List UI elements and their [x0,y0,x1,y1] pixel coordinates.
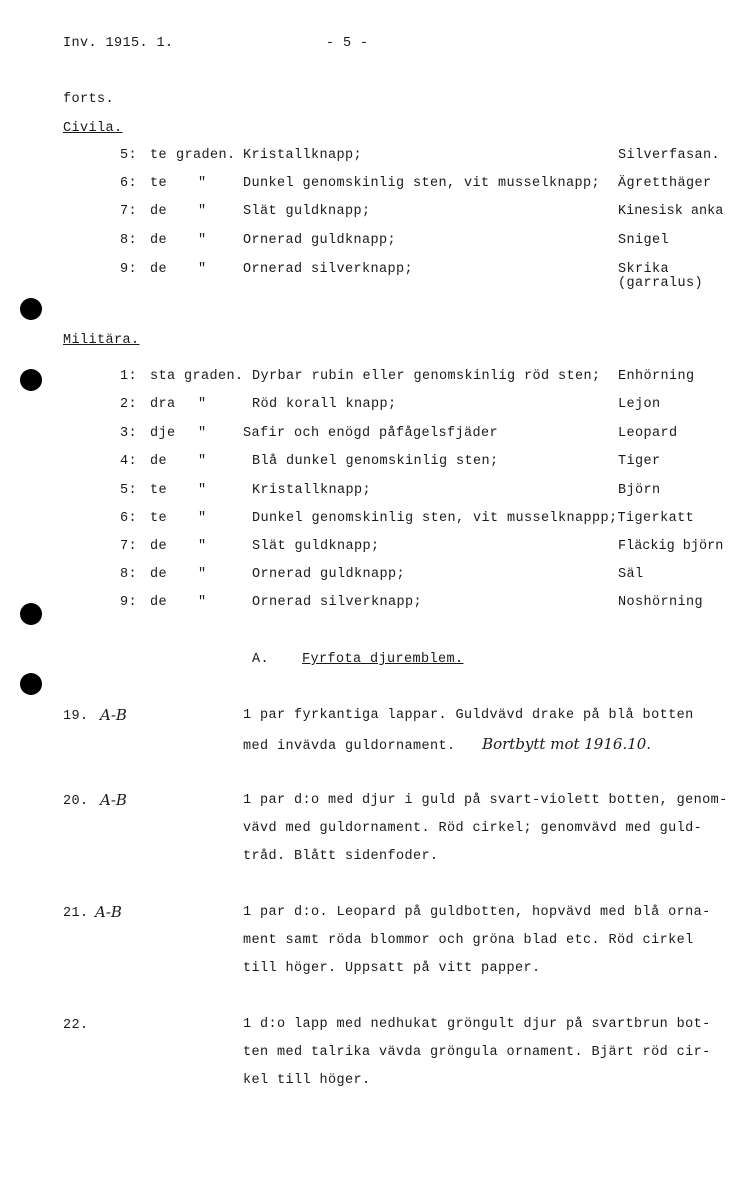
rank-description: Safir och enögd påfågelsfjäder [243,426,499,441]
rank-suffix: te [150,483,168,498]
rank-description: Blå dunkel genomskinlig sten; [252,454,499,469]
entry-line: 1 par fyrkantiga lappar. Guldvävd drake på blå botten [243,708,694,723]
rank-description: Röd korall knapp; [252,397,397,412]
punch-hole [20,298,42,320]
entry-number: 19. [63,709,89,724]
rank-animal: Snigel [618,233,670,248]
rank-description: Slät guldknapp; [252,539,380,554]
entry-line: ten med talrika vävda gröngula ornament. Bjärt röd cir- [243,1045,711,1060]
rank-mark: " [198,204,207,219]
rank-mark: " [198,426,207,441]
rank-mark: graden. [184,369,244,384]
entry-line: 1 par d:o med djur i guld på svart-violett botten, genom- [243,793,728,808]
forts-label: forts. [63,92,115,107]
rank-animal: Noshörning [618,595,704,610]
table-row [0,426,731,446]
rank-animal: Fläckig björn [618,539,724,554]
table-row [0,233,731,253]
table-row [0,369,731,389]
entry-number: 20. [63,794,89,809]
rank-suffix: te [150,148,168,163]
rank-number: 7: [120,539,138,554]
rank-animal: Björn [618,483,661,498]
table-row [0,483,731,503]
rank-description: Kristallknapp; [252,483,372,498]
table-row [0,539,731,559]
rank-mark: " [198,483,207,498]
rank-suffix: te [150,511,168,526]
rank-mark: " [198,567,207,582]
rank-suffix: de [150,454,168,469]
rank-number: 8: [120,233,138,248]
rank-suffix: te [150,176,168,191]
rank-mark: " [198,397,207,412]
rank-number: 3: [120,426,138,441]
rank-animal: Silverfasan. [618,148,721,163]
entry-number: 22. [63,1018,89,1033]
militara-heading: Militära. [63,333,140,348]
handwritten-note: Bortbytt mot 1916.10. [482,735,652,753]
table-row [0,148,731,168]
entry-line: till höger. Uppsatt på vitt papper. [243,961,541,976]
table-row [0,176,731,196]
entry-line: ment samt röda blommor och gröna blad etc. Röd cirkel [243,933,694,948]
rank-animal: Kinesisk anka [618,204,724,219]
table-row [0,454,731,474]
rank-suffix: de [150,539,168,554]
table-row [0,595,731,615]
section-letter: A. [252,652,270,667]
rank-animal: Enhörning [618,369,695,384]
rank-mark: graden. [176,148,236,163]
rank-mark: " [198,262,207,277]
rank-number: 9: [120,595,138,610]
entry-line: 1 par d:o. Leopard på guldbotten, hopvävd med blå orna- [243,905,711,920]
rank-number: 5: [120,483,138,498]
rank-mark: " [198,233,207,248]
rank-description: Kristallknapp; [243,148,363,163]
entry-line: tråd. Blått sidenfoder. [243,849,439,864]
rank-description: Ornerad silverknapp; [252,595,423,610]
rank-number: 7: [120,204,138,219]
rank-number: 5: [120,148,138,163]
rank-suffix: dje [150,426,176,441]
page-number: - 5 - [326,36,369,51]
rank-suffix: de [150,567,168,582]
rank-number: 1: [120,369,138,384]
entry-number: 21. [63,906,89,921]
rank-description: Ornerad guldknapp; [252,567,406,582]
table-row [0,204,731,224]
rank-description: Dunkel genomskinlig sten, vit musselknappp;Tigerkatt [252,511,695,526]
entry-handwritten-code: A-B [100,706,127,724]
rank-animal: Skrika [618,262,670,277]
rank-animal: Leopard [618,426,678,441]
rank-mark: " [198,539,207,554]
rank-number: 2: [120,397,138,412]
rank-mark: " [198,595,207,610]
table-row [0,567,731,587]
rank-mark: " [198,511,207,526]
rank-animal: Ägretthäger [618,176,712,191]
rank-description: Dyrbar rubin eller genomskinlig röd sten; [252,369,601,384]
rank-animal: Tiger [618,454,661,469]
rank-suffix: de [150,204,168,219]
rank-suffix: sta [150,369,176,384]
rank-description: Ornerad silverknapp; [243,262,414,277]
inventory-header: Inv. 1915. 1. [63,36,174,51]
entry-handwritten-code: A-B [100,791,127,809]
rank-number: 6: [120,511,138,526]
entry-line: kel till höger. [243,1073,371,1088]
table-row [0,262,731,298]
rank-description: Ornerad guldknapp; [243,233,397,248]
rank-animal: Säl [618,567,644,582]
section-title: Fyrfota djuremblem. [302,652,464,667]
entry-line: vävd med guldornament. Röd cirkel; genomvävd med guld- [243,821,703,836]
table-row [0,511,731,531]
rank-number: 9: [120,262,138,277]
punch-hole [20,673,42,695]
entry-handwritten-code: A-B [95,903,122,921]
rank-suffix: de [150,233,168,248]
table-row [0,397,731,417]
civila-heading: Civila. [63,121,123,136]
rank-animal: Lejon [618,397,661,412]
rank-number: 8: [120,567,138,582]
rank-suffix: dra [150,397,176,412]
rank-animal-latin: (garralus) [618,276,704,291]
rank-number: 4: [120,454,138,469]
rank-suffix: de [150,595,168,610]
entry-line [243,730,713,761]
rank-number: 6: [120,176,138,191]
rank-description: Dunkel genomskinlig sten, vit musselknapp; [243,176,601,191]
entry-line: 1 d:o lapp med nedhukat gröngult djur på svartbrun bot- [243,1017,711,1032]
rank-description: Slät guldknapp; [243,204,371,219]
rank-mark: " [198,176,207,191]
rank-suffix: de [150,262,168,277]
rank-mark: " [198,454,207,469]
entry-line-text: med invävda guldornament. [243,739,456,754]
